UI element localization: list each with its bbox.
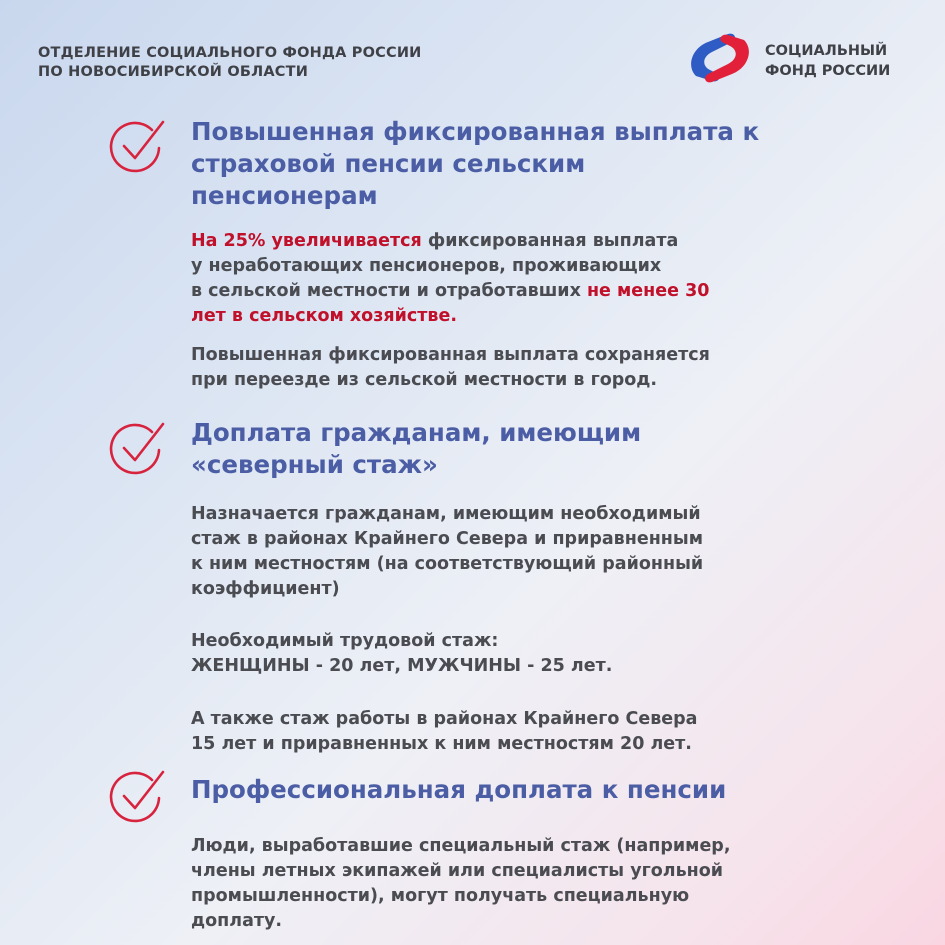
body-text: ЖЕНЩИНЫ - 20 лет, МУЖЧИНЫ - 25 лет. xyxy=(191,656,613,676)
checkmark-circle-icon xyxy=(108,118,166,176)
section-title-professional-supplement xyxy=(191,774,726,806)
body-text: промышленности), могут получать специальную xyxy=(191,886,690,906)
body-text: Необходимый трудовой стаж: xyxy=(191,631,499,651)
highlight-text: лет в сельском хозяйстве. xyxy=(191,306,457,326)
paragraph-northern-description xyxy=(191,502,703,602)
checkmark-circle-icon xyxy=(108,768,166,826)
organization-name-line2: ПО НОВОСИБИРСКОЙ ОБЛАСТИ xyxy=(38,64,309,80)
highlight-text: На 25% увеличивается xyxy=(191,231,422,251)
body-text: члены летных экипажей или специалисты угольной xyxy=(191,861,724,881)
section-title-rural-pension xyxy=(191,116,759,212)
title-line: «северный стаж» xyxy=(191,450,438,479)
section-title-northern-service xyxy=(191,417,641,481)
title-line: Повышенная фиксированная выплата к xyxy=(191,117,760,146)
body-text: к ним местностям (на соответствующий районный xyxy=(191,554,704,574)
logo-text-line2: ФОНД РОССИИ xyxy=(765,63,891,79)
title-line: страховой пенсии сельским xyxy=(191,149,586,178)
body-text: коэффициент) xyxy=(191,579,340,599)
body-text: в сельской местности и отработавших xyxy=(191,281,587,301)
checkmark-circle-icon xyxy=(108,420,166,478)
body-text: А также стаж работы в районах Крайнего Севера xyxy=(191,709,698,729)
paragraph-rural-increase xyxy=(191,229,709,329)
title-line: Доплата гражданам, имеющим xyxy=(191,418,642,447)
paragraph-northern-years xyxy=(191,707,698,757)
body-text: Повышенная фиксированная выплата сохраняется xyxy=(191,345,710,365)
body-text: 15 лет и приравненных к ним местностям 20 лет. xyxy=(191,734,692,754)
paragraph-rural-relocation xyxy=(191,343,710,393)
body-text: при переезде из сельской местности в город. xyxy=(191,370,658,390)
body-text: Люди, выработавшие специальный стаж (например, xyxy=(191,836,731,856)
organization-name-line1: ОТДЕЛЕНИЕ СОЦИАЛЬНОГО ФОНДА РОССИИ xyxy=(38,45,422,61)
social-fund-logo-icon xyxy=(688,30,752,86)
organization-name xyxy=(38,44,422,82)
paragraph-professional-description xyxy=(191,834,730,934)
body-text: Назначается гражданам, имеющим необходимый xyxy=(191,504,701,524)
title-line: пенсионерам xyxy=(191,181,378,210)
logo-text-line1: СОЦИАЛЬНЫЙ xyxy=(765,43,888,59)
paragraph-required-service xyxy=(191,629,612,679)
body-text: стаж в районах Крайнего Севера и приравненным xyxy=(191,529,704,549)
body-text: доплату. xyxy=(191,911,283,931)
body-text: фиксированная выплата xyxy=(421,231,679,251)
highlight-text: не менее 30 xyxy=(586,281,710,301)
title-line: Профессиональная доплата к пенсии xyxy=(191,775,727,804)
logo-text xyxy=(765,41,890,81)
body-text: у неработающих пенсионеров, проживающих xyxy=(191,256,662,276)
